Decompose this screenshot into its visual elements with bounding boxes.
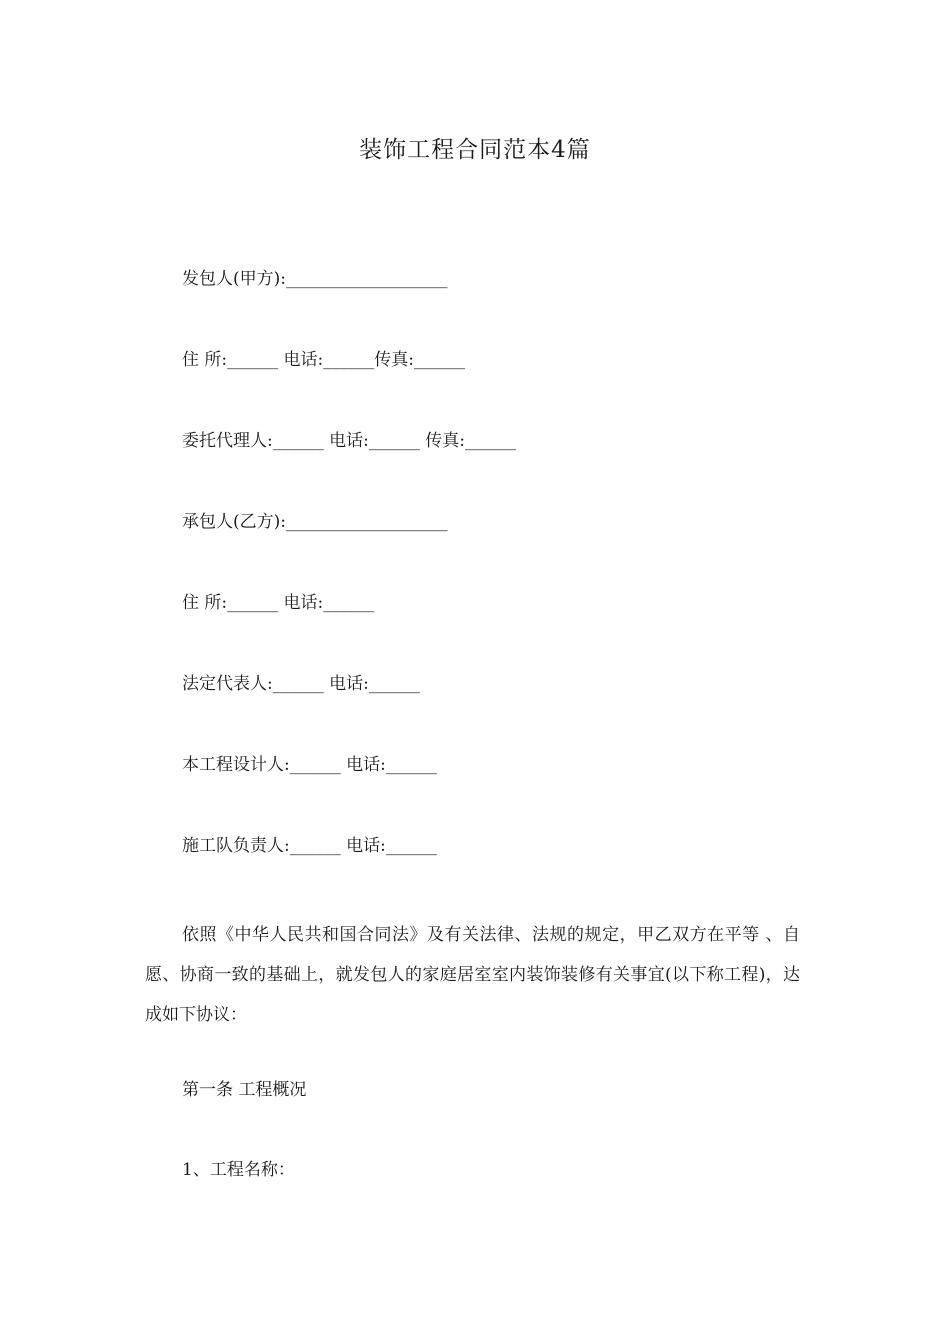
item-project-name: 1、工程名称： bbox=[182, 1160, 295, 1180]
field-legal-representative: 法定代表人:______ 电话:______ bbox=[182, 674, 420, 694]
field-employer-address: 住 所:______ 电话:______传真:______ bbox=[182, 350, 465, 370]
field-employer: 发包人(甲方):___________________ bbox=[182, 269, 448, 289]
field-agent: 委托代理人:______ 电话:______ 传真:______ bbox=[182, 431, 516, 451]
document-title: 装饰工程合同范本4篇 bbox=[359, 137, 591, 163]
preamble-paragraph: 依照《中华人民共和国合同法》及有关法律、法规的规定，甲乙双方在平等 、自愿、协商一致的基础上，就发包人的家庭居室室内装饰装修有关事宜(以下称工程)，达成如下协议： bbox=[145, 925, 800, 1025]
field-contractor: 承包人(乙方):___________________ bbox=[182, 512, 448, 532]
field-contractor-address: 住 所:______ 电话:______ bbox=[182, 593, 375, 613]
article-heading: 第一条 工程概况 bbox=[182, 1080, 307, 1100]
field-construction-leader: 施工队负责人:______ 电话:______ bbox=[182, 836, 437, 856]
field-designer: 本工程设计人:______ 电话:______ bbox=[182, 755, 437, 775]
